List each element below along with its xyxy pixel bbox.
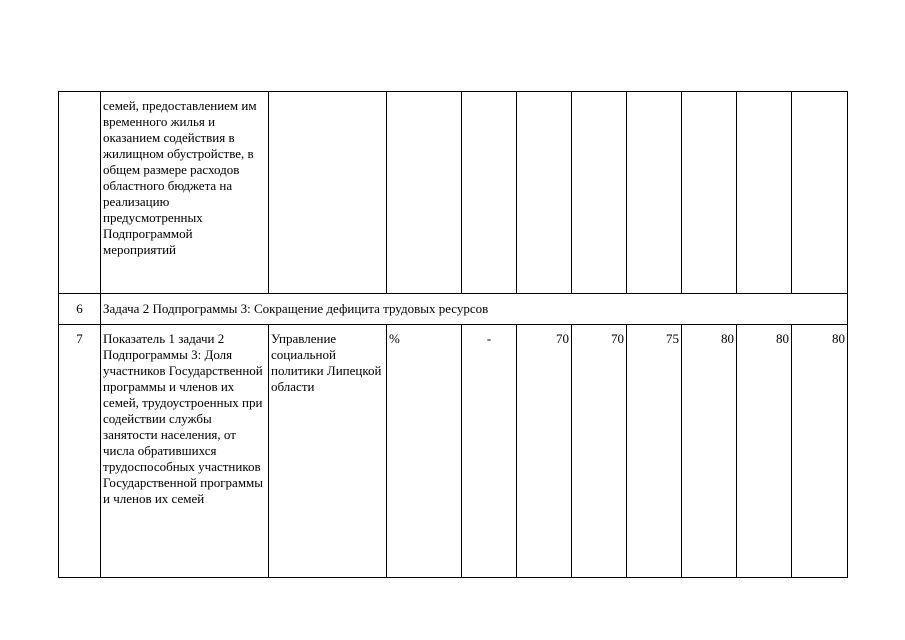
value-cell xyxy=(462,92,517,294)
value-cell: - xyxy=(462,325,517,578)
unit-cell xyxy=(387,92,462,294)
table-row-continued xyxy=(59,92,848,294)
value-cell xyxy=(517,92,572,294)
indicator-description-cell: семей, предоставлением им временного жилья и оказанием содействия в жилищном обустройстве, в общем размере расходов областного бюджета на реализацию предусмотренных Подпрограммой мероприятий xyxy=(101,92,269,294)
value-cell: 80 xyxy=(737,325,792,578)
value-cell: 80 xyxy=(792,325,848,578)
value-cell xyxy=(737,92,792,294)
row-number-cell: 6 xyxy=(59,294,101,325)
table-row-task xyxy=(59,294,848,325)
indicator-description-cell: Показатель 1 задачи 2 Подпрограммы 3: Доля участников Государственной программы и членов их семей, трудоустроенных при содействии службы занятости населения, от числа обратившихся трудоспособных участников Государственной программы и членов их семей xyxy=(101,325,269,578)
value-cell: 70 xyxy=(517,325,572,578)
table-row-indicator xyxy=(59,325,848,578)
value-cell xyxy=(792,92,848,294)
row-number-cell: 7 xyxy=(59,325,101,578)
value-cell: 80 xyxy=(682,325,737,578)
value-cell xyxy=(627,92,682,294)
value-cell: 75 xyxy=(627,325,682,578)
responsible-cell: Управление социальной политики Липецкой области xyxy=(269,325,387,578)
row-number-cell xyxy=(59,92,101,294)
task-title-cell: Задача 2 Подпрограммы 3: Сокращение дефицита трудовых ресурсов xyxy=(101,294,848,325)
indicators-table xyxy=(58,91,848,578)
responsible-cell xyxy=(269,92,387,294)
value-cell xyxy=(572,92,627,294)
value-cell: 70 xyxy=(572,325,627,578)
value-cell xyxy=(682,92,737,294)
unit-cell: % xyxy=(387,325,462,578)
